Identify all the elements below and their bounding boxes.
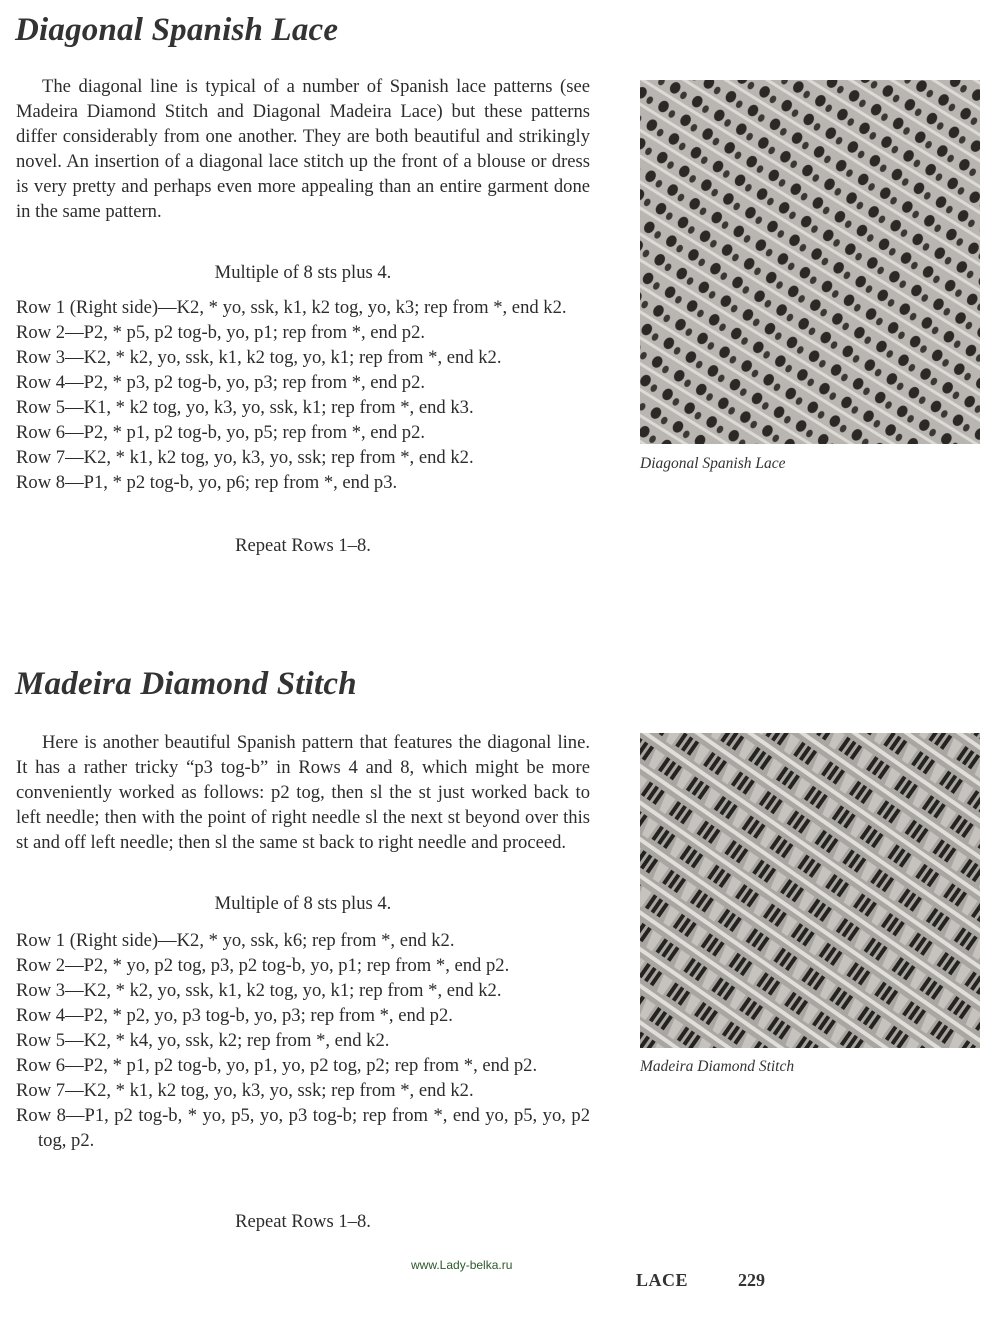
stitch-multiple: Multiple of 8 sts plus 4.	[214, 262, 392, 283]
pattern-title: Diagonal Spanish Lace	[15, 12, 339, 48]
lace-swatch-image	[640, 80, 980, 444]
row-instruction: Row 3—K2, * k2, yo, ssk, k1, k2 tog, yo, k1; rep from *, end k2.	[16, 347, 502, 368]
page-number: 229	[738, 1270, 765, 1290]
row-instruction: Row 2—P2, * yo, p2 tog, p3, p2 tog-b, yo, p1; rep from *, end p2.	[16, 955, 510, 976]
row-instruction: Row 2—P2, * p5, p2 tog-b, yo, p1; rep from *, end p2.	[16, 322, 426, 343]
row-instruction: Row 5—K1, * k2 tog, yo, k3, yo, ssk, k1; rep from *, end k3.	[16, 397, 474, 418]
row-instructions	[16, 928, 590, 1153]
running-head: LACE	[636, 1270, 689, 1290]
row-instruction: Row 7—K2, * k1, k2 tog, yo, k3, yo, ssk; rep from *, end k2.	[16, 1080, 474, 1101]
knitting-swatch-photo	[640, 80, 980, 444]
row-instruction: Row 1 (Right side)—K2, * yo, ssk, k1, k2 tog, yo, k3; rep from *, end k2.	[16, 297, 567, 318]
repeat-note: Repeat Rows 1–8.	[235, 535, 371, 556]
stitch-multiple: Multiple of 8 sts plus 4.	[214, 893, 392, 914]
row-instruction: Row 8—P1, * p2 tog-b, yo, p6; rep from *, end p3.	[16, 472, 398, 493]
watermark-url: www.Lady-belka.ru	[411, 1258, 513, 1272]
photo-caption: Madeira Diamond Stitch	[640, 1058, 795, 1075]
row-instructions	[16, 295, 590, 495]
row-instruction: Row 6—P2, * p1, p2 tog-b, yo, p1, yo, p2 tog, p2; rep from *, end p2.	[16, 1055, 538, 1076]
pattern-intro: Here is another beautiful Spanish pattern that features the diagonal line. It has a rather tricky “p3 tog-b” in Rows 4 and 8, which might be more conveniently worked as follows: p2 tog, then sl the st just worked back to left needle; then with the point of right needle sl the next st beyond over this st and off left needle; then sl the same st back to right needle and proceed.	[16, 732, 590, 853]
pattern-intro: The diagonal line is typical of a number of Spanish lace patterns (see Madeira Diamond Stitch and Diagonal Madeira Lace) but these patterns differ considerably from one another. They are both beautiful and strikingly novel. An insertion of a diagonal lace stitch up the front of a blouse or dress is very pretty and perhaps even more appealing than an entire garment done in the same pattern.	[16, 76, 590, 222]
row-instruction: Row 4—P2, * p2, yo, p3 tog-b, yo, p3; rep from *, end p2.	[16, 1005, 453, 1026]
row-instruction: Row 7—K2, * k1, k2 tog, yo, k3, yo, ssk; rep from *, end k2.	[16, 447, 474, 468]
row-instruction: Row 8—P1, p2 tog-b, * yo, p5, yo, p3 tog-b; rep from *, end yo, p5, yo, p2 tog, p2.	[16, 1105, 590, 1151]
lace-swatch-image	[640, 733, 980, 1048]
row-instruction: Row 1 (Right side)—K2, * yo, ssk, k6; rep from *, end k2.	[16, 930, 455, 951]
knitting-swatch-photo	[640, 733, 980, 1048]
row-instruction: Row 6—P2, * p1, p2 tog-b, yo, p5; rep from *, end p2.	[16, 422, 426, 443]
pattern-title: Madeira Diamond Stitch	[15, 666, 357, 702]
row-instruction: Row 5—K2, * k4, yo, ssk, k2; rep from *, end k2.	[16, 1030, 390, 1051]
row-instruction: Row 4—P2, * p3, p2 tog-b, yo, p3; rep from *, end p2.	[16, 372, 426, 393]
row-instruction: Row 3—K2, * k2, yo, ssk, k1, k2 tog, yo, k1; rep from *, end k2.	[16, 980, 502, 1001]
repeat-note: Repeat Rows 1–8.	[235, 1211, 371, 1232]
photo-caption: Diagonal Spanish Lace	[640, 455, 786, 472]
